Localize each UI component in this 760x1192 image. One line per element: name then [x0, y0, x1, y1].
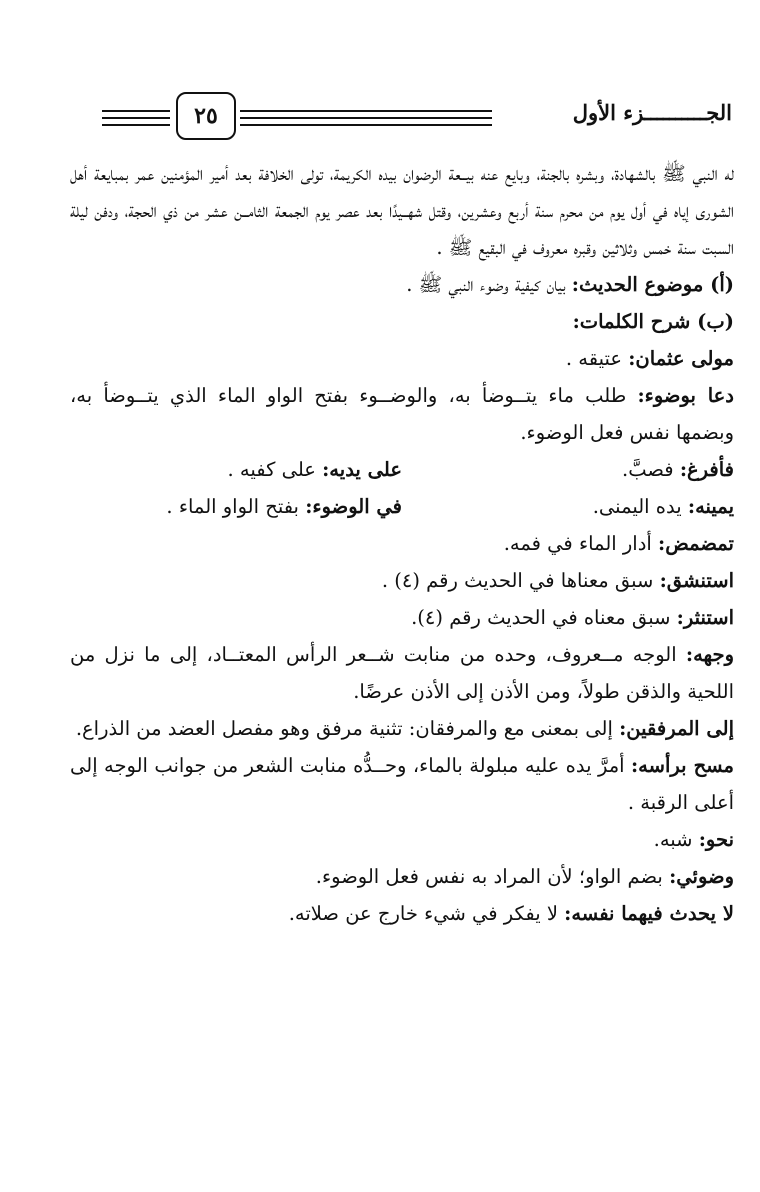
entry-definition: سبق معناه في الحديث رقم (٤). — [411, 606, 677, 629]
entry-fil-wudu — [70, 488, 402, 525]
entry-wudui — [70, 858, 734, 895]
entry-la-yuhaddith — [70, 895, 734, 932]
entry-mawla — [70, 340, 734, 377]
entry-definition: على كفيه . — [227, 458, 323, 481]
part-title: الجــــــــــزء الأول — [572, 100, 732, 125]
page-body — [70, 155, 734, 932]
entry-term: فأفرغ: — [679, 458, 734, 481]
page-header — [102, 86, 732, 146]
entry-term: استنشق: — [659, 569, 734, 592]
entry-term: يمينه: — [687, 495, 734, 518]
entry-definition: الوجه مــعروف، وحده من منابت شــعر الرأس المعتــاد، إلى ما نزل من اللحية والذقن طولاً، ومن الأذن إلى الأذن عرضًا. — [70, 643, 734, 703]
entry-wajhah — [70, 636, 734, 710]
entry-definition: أمرَّ يده عليه مبلولة بالماء، وحــدُّه منابت الشعر من جوانب الوجه إلى أعلى الرقبة . — [70, 754, 734, 814]
entry-term: مولى عثمان: — [628, 347, 734, 370]
entry-yaminah — [402, 488, 734, 525]
entry-term: على يديه: — [322, 458, 402, 481]
topic-label: (أ) موضوع الحديث: — [571, 273, 734, 296]
entry-definition: يده اليمنى. — [592, 495, 688, 518]
header-rule — [102, 124, 170, 126]
header-rule — [240, 117, 492, 119]
topic-text: بيان كيفية وضوء النبي ﷺ . — [406, 273, 572, 296]
bio-paragraph: له النبي ﷺ بالشهادة، وبشره بالجنة، وبايع عنه بيــعة الرضوان بيده الكريمة، تولى الخلافة بعد أمير المؤمنين عمر بمبايعة أهل الشورى إياه في أول يوم من محرم سنة أربع وعشرين، وقتل شهــيدًا بعد عصر يوم الجمعة الثامــن عشر من ذي الحجة، ودفن ليلة السبت سنة خمس وثلاثين وقبره معروف في البقيع ﷺ . — [70, 162, 734, 259]
entry-term: وضوئي: — [669, 865, 734, 888]
header-rule — [102, 110, 170, 112]
entry-row — [70, 488, 734, 525]
entry-term: نحو: — [698, 828, 734, 851]
entry-term: استنثر: — [676, 606, 734, 629]
topic-line — [70, 266, 734, 303]
entry-masah — [70, 747, 734, 821]
entry-definition: عتيقه . — [565, 347, 629, 370]
words-heading: (ب) شرح الكلمات: — [572, 310, 734, 333]
header-rule — [240, 124, 492, 126]
entry-definition: فصبَّ. — [622, 458, 680, 481]
entry-definition: بفتح الواو الماء . — [166, 495, 306, 518]
entry-istanthar — [70, 599, 734, 636]
entry-definition: أدار الماء في فمه. — [503, 532, 659, 555]
entry-term: تمضمض: — [658, 532, 734, 555]
entry-definition: بضم الواو؛ لأن المراد به نفس فعل الوضوء. — [315, 865, 670, 888]
entry-row — [70, 451, 734, 488]
entry-nahw — [70, 821, 734, 858]
entry-definition: إلى بمعنى مع والمرفقان: تثنية مرفق وهو مفصل العضد من الذراع. — [75, 717, 620, 740]
entry-istanshaq — [70, 562, 734, 599]
entry-term: مسح برأسه: — [630, 754, 734, 777]
entry-tamadmad — [70, 525, 734, 562]
entry-definition: طلب ماء يتــوضأ به، والوضــوء بفتح الواو الماء الذي يتــوضأ به، وبضمها نفس فعل الوضوء. — [70, 384, 734, 444]
entry-definition: لا يفكر في شيء خارج عن صلاته. — [288, 902, 565, 925]
entry-definition: سبق معناها في الحديث رقم (٤) . — [381, 569, 660, 592]
entry-term: في الوضوء: — [305, 495, 402, 518]
entry-term: دعا بوضوء: — [637, 384, 734, 407]
entry-mirfaqayn — [70, 710, 734, 747]
entry-afragh — [402, 451, 734, 488]
entry-term: لا يحدث فيهما نفسه: — [564, 902, 734, 925]
header-rule — [240, 110, 492, 112]
entry-term: إلى المرفقين: — [619, 717, 734, 740]
entry-daa — [70, 377, 734, 451]
entry-ala-yadayh — [70, 451, 402, 488]
page-number: ٢٥ — [176, 92, 236, 140]
entry-definition: شبه. — [653, 828, 699, 851]
entry-term: وجهه: — [685, 643, 734, 666]
header-rule — [102, 117, 170, 119]
